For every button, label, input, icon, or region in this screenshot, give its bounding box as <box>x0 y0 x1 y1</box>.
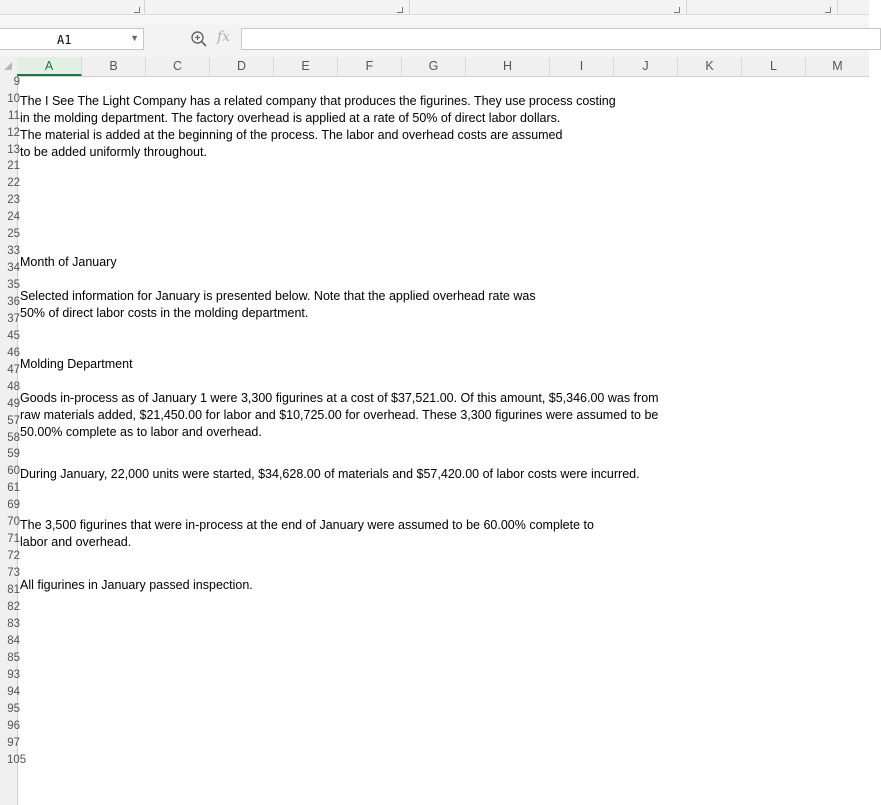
cell-a36[interactable]: 50% of direct labor costs in the molding department. <box>20 306 309 320</box>
row-header[interactable] <box>0 127 20 140</box>
row-number: 34 <box>7 262 20 274</box>
toolbar-gap <box>0 15 869 25</box>
top-toolbar-strip <box>0 0 869 15</box>
row-header[interactable] <box>0 533 20 546</box>
row-number: 47 <box>7 364 20 376</box>
cell-a61[interactable]: The 3,500 figurines that were in-process at the end of January were assumed to be 60.00% complete to <box>20 518 594 532</box>
row-number: 48 <box>7 381 20 393</box>
row-number: 85 <box>7 652 20 664</box>
column-header-e[interactable]: E <box>274 57 338 76</box>
formula-input[interactable] <box>241 28 881 50</box>
row-number: 10 <box>7 93 20 105</box>
row-header[interactable] <box>0 618 20 631</box>
column-header-d[interactable]: D <box>210 57 274 76</box>
row-header[interactable] <box>0 737 20 750</box>
cell-a35[interactable]: Selected information for January is presented below. Note that the applied overhead rate was <box>20 289 536 303</box>
row-header[interactable] <box>0 652 20 665</box>
row-number: 105 <box>7 754 27 766</box>
row-number: 35 <box>7 279 20 291</box>
zoom-icon[interactable] <box>190 30 208 48</box>
cell-a33[interactable]: Month of January <box>20 255 117 269</box>
row-header[interactable] <box>0 160 20 173</box>
row-header[interactable] <box>0 330 20 343</box>
resize-corner-icon <box>397 7 403 13</box>
cell-a12[interactable]: The material is added at the beginning of the process. The labor and overhead costs are assumed <box>20 128 563 142</box>
row-header[interactable] <box>0 432 20 445</box>
row-header[interactable] <box>0 347 20 360</box>
row-number: 58 <box>7 432 20 444</box>
row-header[interactable] <box>0 448 20 461</box>
row-number: 25 <box>7 228 20 240</box>
cell-a48[interactable]: Goods in-process as of January 1 were 3,300 figurines at a cost of $37,521.00. Of this amount, $5,346.00 was from <box>20 391 659 405</box>
toolbar-segment <box>687 0 838 14</box>
row-header[interactable] <box>0 262 20 275</box>
column-header-g[interactable]: G <box>402 57 466 76</box>
column-header-h[interactable]: H <box>466 57 550 76</box>
column-header-f[interactable]: F <box>338 57 402 76</box>
cell-a69[interactable]: labor and overhead. <box>20 535 132 549</box>
row-header[interactable] <box>0 177 20 190</box>
row-number: 57 <box>7 415 20 427</box>
column-header-k[interactable]: K <box>678 57 742 76</box>
function-icon[interactable]: fx <box>217 29 231 45</box>
row-number: 82 <box>7 601 20 613</box>
column-header-i[interactable]: I <box>550 57 614 76</box>
row-header[interactable] <box>0 245 20 258</box>
row-header[interactable] <box>0 550 20 563</box>
row-number: 23 <box>7 194 20 206</box>
cell-a46[interactable]: Molding Department <box>20 357 133 371</box>
row-header[interactable] <box>0 144 20 157</box>
resize-corner-icon <box>134 7 140 13</box>
resize-corner-icon <box>674 7 680 13</box>
column-header-a[interactable]: A <box>17 57 82 76</box>
column-header-bar <box>0 57 869 77</box>
row-number: 36 <box>7 296 20 308</box>
toolbar-segment <box>0 0 145 14</box>
row-header[interactable] <box>0 93 20 106</box>
row-number: 11 <box>8 110 20 122</box>
row-header[interactable] <box>0 296 20 309</box>
row-number: 95 <box>7 703 20 715</box>
row-header[interactable] <box>0 482 20 495</box>
column-header-b[interactable]: B <box>82 57 146 76</box>
row-number: 49 <box>7 398 20 410</box>
cell-reference: A1 <box>57 33 72 47</box>
chevron-down-icon[interactable]: ▼ <box>130 33 139 43</box>
toolbar-segment <box>145 0 410 14</box>
formula-bar <box>0 25 869 57</box>
cell-a11[interactable]: in the molding department. The factory overhead is applied at a rate of 50% of direct labor dollars. <box>20 111 561 125</box>
row-number: 46 <box>7 347 20 359</box>
cell-a59[interactable]: During January, 22,000 units were started, $34,628.00 of materials and $57,420.00 of labor costs were incurred. <box>20 467 640 481</box>
row-header[interactable] <box>0 194 20 207</box>
row-number: 33 <box>7 245 20 257</box>
row-number: 72 <box>7 550 20 562</box>
row-header[interactable] <box>0 228 20 241</box>
cell-a13[interactable]: to be added uniformly throughout. <box>20 145 207 159</box>
row-header-bar <box>0 76 27 805</box>
cell-a57[interactable]: 50.00% complete as to labor and overhead. <box>20 425 262 439</box>
row-header[interactable] <box>0 313 20 326</box>
row-number: 84 <box>7 635 20 647</box>
select-all-corner[interactable] <box>4 62 12 70</box>
row-header[interactable] <box>0 211 20 224</box>
row-header[interactable] <box>0 279 20 292</box>
row-header[interactable] <box>0 516 20 529</box>
row-number: 81 <box>7 584 20 596</box>
resize-corner-icon <box>825 7 831 13</box>
row-number: 13 <box>7 144 20 156</box>
row-header[interactable] <box>0 415 20 428</box>
row-header[interactable] <box>0 601 20 614</box>
row-header[interactable] <box>0 635 20 648</box>
row-header[interactable] <box>0 499 20 512</box>
toolbar-segment <box>410 0 687 14</box>
row-number: 22 <box>7 177 20 189</box>
row-number: 83 <box>7 618 20 630</box>
row-header[interactable] <box>0 364 20 377</box>
row-header[interactable] <box>0 686 20 699</box>
row-header[interactable] <box>0 76 20 89</box>
row-number: 93 <box>7 669 20 681</box>
row-number: 60 <box>7 465 20 477</box>
row-number: 37 <box>7 313 20 325</box>
row-number: 59 <box>7 448 20 460</box>
cell-a49[interactable]: raw materials added, $21,450.00 for labor and $10,725.00 for overhead. These 3,300 figurines were assumed to be <box>20 408 659 422</box>
row-number: 61 <box>7 482 20 494</box>
row-number: 97 <box>7 737 20 749</box>
row-number: 45 <box>7 330 20 342</box>
column-header-m[interactable]: M <box>832 59 843 73</box>
row-number: 69 <box>7 499 20 511</box>
row-number: 24 <box>7 211 20 223</box>
column-header-c[interactable]: C <box>146 57 210 76</box>
row-number: 21 <box>7 160 20 172</box>
row-number: 94 <box>7 686 20 698</box>
row-header[interactable] <box>0 720 20 733</box>
row-header[interactable] <box>0 110 20 123</box>
row-number: 73 <box>7 567 20 579</box>
row-header[interactable] <box>0 584 20 597</box>
row-number: 70 <box>7 516 20 528</box>
row-header[interactable] <box>0 754 27 767</box>
row-number: 9 <box>13 76 20 88</box>
row-header[interactable] <box>0 381 20 394</box>
row-number: 12 <box>7 127 20 139</box>
column-header-l[interactable]: L <box>742 57 806 76</box>
row-header[interactable] <box>0 567 20 580</box>
column-header-j[interactable]: J <box>614 57 678 76</box>
row-header[interactable] <box>0 465 20 478</box>
cell-a71[interactable]: All figurines in January passed inspection. <box>20 578 253 592</box>
row-header[interactable] <box>0 669 20 682</box>
row-number: 96 <box>7 720 20 732</box>
row-header[interactable] <box>0 398 20 411</box>
cell-a10[interactable]: The I See The Light Company has a related company that produces the figurines. They use process costing <box>20 94 616 108</box>
name-box[interactable] <box>0 28 144 50</box>
row-header[interactable] <box>0 703 20 716</box>
row-number: 71 <box>7 533 20 545</box>
